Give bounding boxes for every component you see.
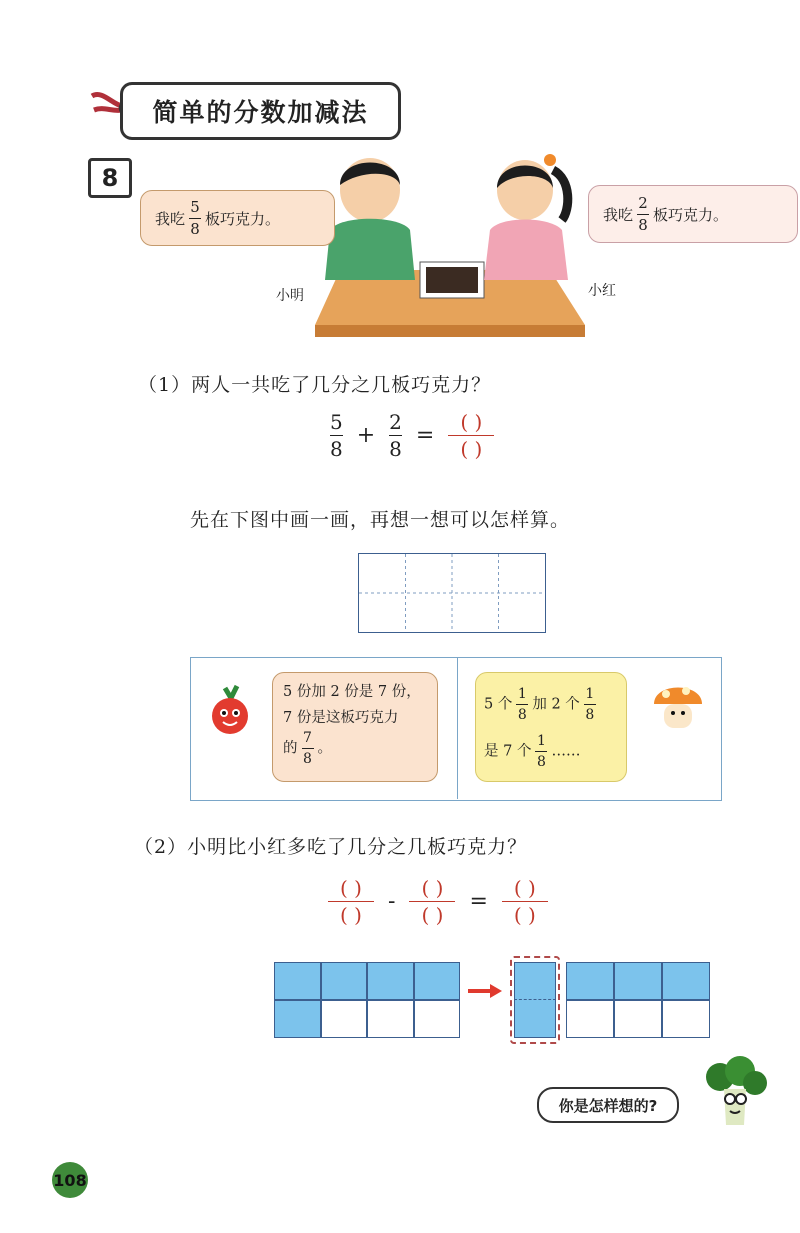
broccoli-mascot-icon <box>700 1055 770 1130</box>
ask-bubble: 你是怎样想的? <box>537 1087 679 1123</box>
fraction-bar-split <box>508 962 710 1038</box>
bar-cell <box>662 962 710 1000</box>
tip-bubble-left: 5 份加 2 份是 7 份， 7 份是这板巧克力 的 $\frac{7}{8}$ 。 <box>272 672 438 782</box>
bar-cell <box>566 1000 614 1038</box>
bar-cell <box>274 1000 321 1038</box>
equation-2: $\frac{( )}{( )}$ - $\frac{( )}{( )}$ = $\frac{( )}{( )}$ <box>320 878 556 925</box>
bar-cell <box>566 962 614 1000</box>
separated-midline <box>514 999 556 1000</box>
answer-blank[interactable]: $\frac{( )}{( )}$ <box>409 878 455 925</box>
instruction-text: 先在下图中画一画，再想一想可以怎样算。 <box>190 509 571 531</box>
bar-cell <box>614 1000 662 1038</box>
bar-cell <box>614 962 662 1000</box>
answer-blank[interactable]: $\frac{( )}{( )}$ <box>328 878 374 925</box>
bar-cell <box>274 962 321 1000</box>
speech-prefix: 我吃 <box>603 205 634 224</box>
question-1: （1）两人一共吃了几分之几板巧克力？ <box>138 374 492 396</box>
fraction: $\frac{2}{8}$ <box>638 193 648 234</box>
bar-cell <box>321 1000 368 1038</box>
page-number: 108 <box>52 1162 88 1198</box>
speech-bubble-xiaoming <box>140 190 335 246</box>
bar-cell <box>367 962 414 1000</box>
answer-blank[interactable]: $\frac{( )}{( )}$ <box>502 878 548 925</box>
name-xiaoming: 小明 <box>276 288 304 304</box>
bar-cell <box>321 962 368 1000</box>
separated-cells <box>514 962 556 1038</box>
question-2: （2）小明比小红多吃了几分之几板巧克力？ <box>134 836 528 858</box>
fraction: $\frac{5}{8}$ <box>190 197 200 238</box>
bar-cell <box>662 1000 710 1038</box>
page-title: 简单的分数加减法 <box>120 82 401 140</box>
children-table-illustration <box>300 150 600 340</box>
speech-bubble-xiaohong <box>588 185 798 243</box>
bar-cell <box>414 962 461 1000</box>
bar-cell <box>367 1000 414 1038</box>
remaining-bar <box>566 962 710 1038</box>
tomato-mascot-icon <box>205 680 255 740</box>
name-xiaohong: 小红 <box>588 283 616 299</box>
speech-suffix: 板巧克力。 <box>653 205 729 224</box>
arrow-right-icon <box>468 982 504 1000</box>
answer-blank[interactable]: $\frac{( )}{( )}$ <box>448 412 494 459</box>
panel-divider <box>457 657 458 799</box>
fraction-bar-five-eighths <box>274 962 460 1038</box>
speech-prefix: 我吃 <box>155 209 186 228</box>
example-number: 8 <box>88 158 132 198</box>
tip-bubble-right: 5 个 $\frac{1}{8}$ 加 2 个 $\frac{1}{8}$ 是 7 个 $\frac{1}{8}$ …… <box>475 672 627 782</box>
bar-cell <box>414 1000 461 1038</box>
mushroom-mascot-icon <box>650 678 706 738</box>
equation-1: $\frac{5}{8}$ + $\frac{2}{8}$ = $\frac{( )}{( )}$ <box>322 412 502 459</box>
empty-drawing-grid[interactable] <box>358 553 546 633</box>
thinking-panel <box>190 657 722 801</box>
speech-suffix: 板巧克力。 <box>205 209 281 228</box>
